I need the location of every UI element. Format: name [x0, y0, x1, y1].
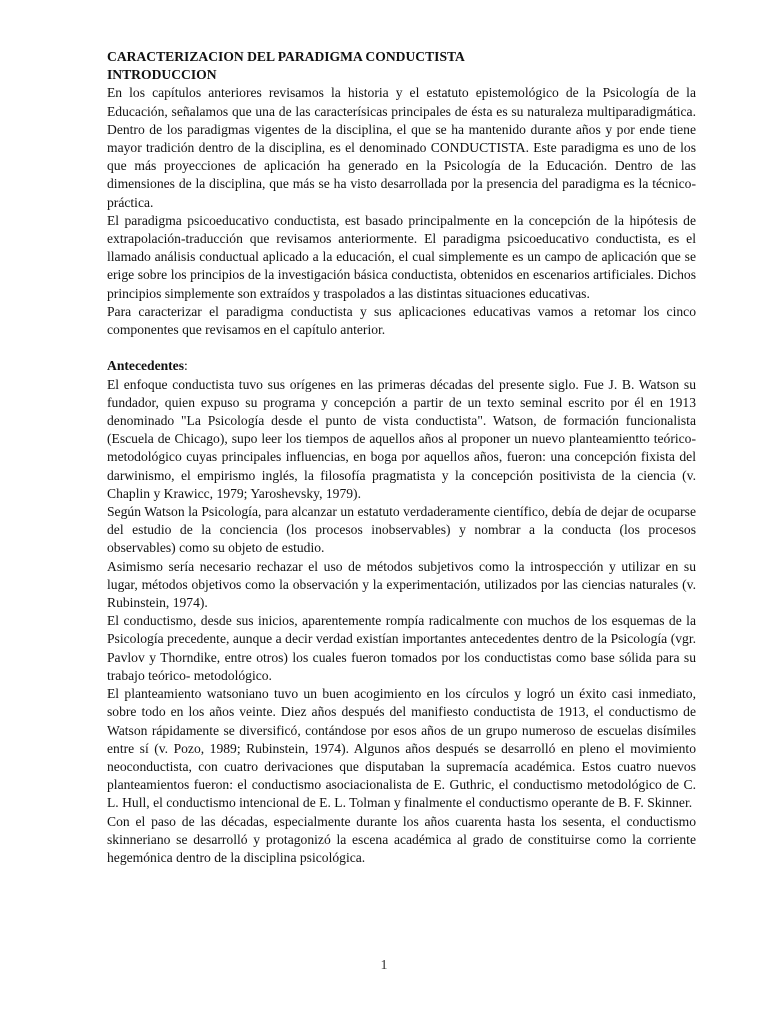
page-number: 1: [380, 958, 388, 973]
section-paragraph: El conductismo, desde sus inicios, aparentemente rompía radicalmente con muchos de los esquemas de la Psicología precedente, aunque a decir verdad existían importantes antecedentes dentro de la Psicología (vgr. Pavlov y Thorndike, entre otros) los cuales fueron tomados por los conductistas como base sólida para su trabajo teórico- metodológico.: [107, 613, 696, 683]
document-body: [107, 48, 696, 867]
section-paragraph: Según Watson la Psicología, para alcanzar un estatuto verdaderamente científico, debía de dejar de ocuparse del estudio de la conciencia (los procesos inobservables) y nombrar a la conducta (los procesos observables) como su objeto de estudio.: [107, 504, 696, 556]
section-title: Antecedentes: [107, 358, 185, 374]
section-paragraph: El enfoque conductista tuvo sus orígenes en las primeras décadas del presente siglo. Fue J. B. Watson su fundador, quien expuso su programa y concepción a partir de un texto seminal escrito por él en 1913 denominado "La Psicología desde el punto de vista conductista". Watson, de formación funcionalista (Escuela de Chicago), supo leer los tiempos de aquellos años al proponer un nuevo planteamientto teórico- metodológico cuyas principales influencias, en boga por aquellos años, fueron: una concepción fixista del darwinismo, el empirismo inglés, la filosofía pragmatista y la concepción positivista de la ciencia (v. Chaplin y Krawicc, 1979; Yaroshevsky, 1979).: [107, 376, 696, 501]
intro-paragraph: El paradigma psicoeducativo conductista, est basado principalmente en la concepción de la hipótesis de extrapolación-traducción que revisamos anteriormente. El paradigma psicoeducativo conductista, es el llamado análisis conductual aplicado a la educación, el cual simplemente es un campo de aplicación que se erige sobre los principios de la investigación básica conductista, obtenidos en escenarios artificiales. Dichos principios simplemente son extraídos y traspolados a las distintas situaciones educativas.: [107, 212, 696, 301]
intro-paragraph: En los capítulos anteriores revisamos la historia y el estatuto epistemológico de la Psicología de la Educación, señalamos que una de las caracterísicas principales de ésta es su naturaleza multiparadigmática. Dentro de los paradigmas vigentes de la disciplina, el que se ha mantenido durante años y por ende tiene mayor tradición dentro de la disciplina, es el denominado CONDUCTISTA. Este paradigma es uno de los que más proyecciones de aplicación ha generado en la Psicología de la Educación. Dentro de las dimensiones de la disciplina, que más se ha visto desarrollada por la presencia del paradigma es la técnico-práctica.: [107, 85, 696, 210]
intro-paragraph: Para caracterizar el paradigma conductista y sus aplicaciones educativas vamos a retomar los cinco componentes que revisamos en el capítulo anterior.: [107, 303, 696, 338]
document-subtitle: INTRODUCCION: [107, 67, 217, 83]
section-heading: [107, 357, 696, 375]
section-title-colon: :: [184, 358, 188, 374]
section-paragraph: Con el paso de las décadas, especialmente durante los años cuarenta hasta los sesenta, el conductismo skinneriano se desarrolló y protagonizó la escena académica al grado de constituirse como la corriente hegemónica dentro de la disciplina psicológica.: [107, 813, 696, 865]
section-paragraph: El planteamiento watsoniano tuvo un buen acogimiento en los círculos y logró un éxito casi inmediato, sobre todo en los años veinte. Diez años después del manifiesto conductista de 1913, el conductismo de Watson rápidamente se diversificó, contándose por esos años de un grupo numeroso de escuelas disímiles entre sí (v. Pozo, 1989; Rubinstein, 1974). Algunos años después se desarrolló en pleno el movimiento neoconductista, con cuatro derivaciones que disputaban la supremacía académica. Estos cuatro nuevos planteamientos fueron: el conductismo asociacionalista de E. Guthric, el conductismo metodológico de C. L. Hull, el conductismo intencional de E. L. Tolman y finalmente el conductismo operante de B. F. Skinner.: [107, 686, 696, 811]
document-title: CARACTERIZACION DEL PARADIGMA CONDUCTISTA: [107, 49, 465, 64]
section-paragraph: Asimismo sería necesario rechazar el uso de métodos subjetivos como la introspección y utilizar en su lugar, métodos objetivos como la observación y la experimentación, utilizados por las ciencias naturales (v. Rubinstein, 1974).: [107, 558, 696, 611]
paragraph-spacer: [107, 339, 696, 357]
